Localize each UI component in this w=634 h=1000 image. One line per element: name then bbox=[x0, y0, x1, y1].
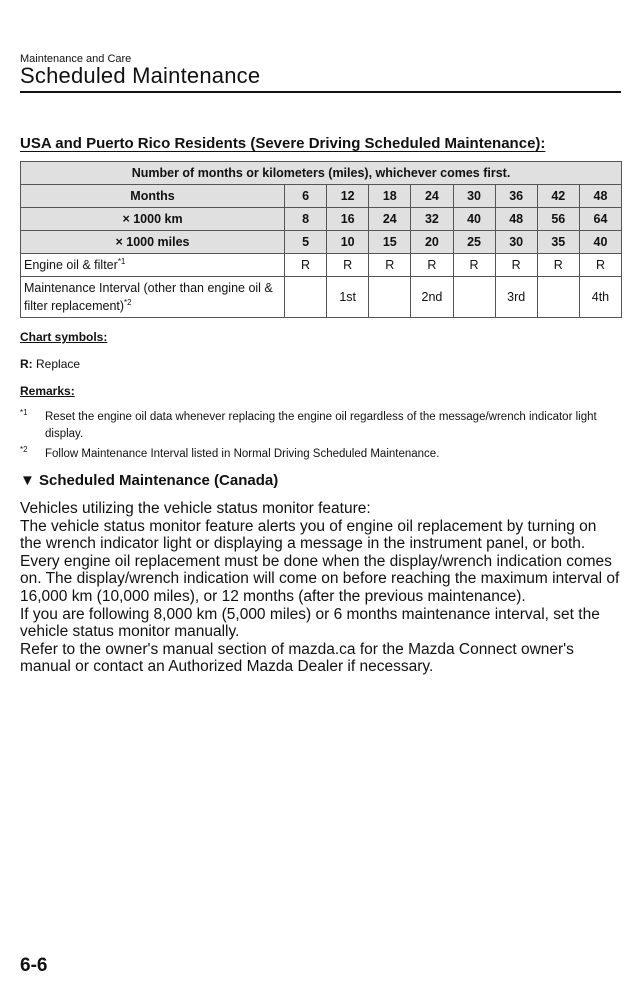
oil-cell: R bbox=[453, 254, 495, 277]
miles-row bbox=[21, 231, 622, 254]
km-cell: 56 bbox=[537, 208, 579, 231]
oil-cell: R bbox=[411, 254, 453, 277]
interval-cell bbox=[537, 277, 579, 318]
miles-cell: 15 bbox=[369, 231, 411, 254]
interval-cell: 3rd bbox=[495, 277, 537, 318]
interval-cell bbox=[453, 277, 495, 318]
canada-heading: ▼ Scheduled Maintenance (Canada) bbox=[20, 472, 279, 489]
usa-heading: USA and Puerto Rico Residents (Severe Driving Scheduled Maintenance): bbox=[20, 135, 546, 152]
interval-cell: 2nd bbox=[411, 277, 453, 318]
km-cell: 64 bbox=[579, 208, 621, 231]
miles-cell: 40 bbox=[579, 231, 621, 254]
miles-cell: 35 bbox=[537, 231, 579, 254]
km-cell: 40 bbox=[453, 208, 495, 231]
table-caption: Number of months or kilometers (miles), whichever comes first. bbox=[21, 162, 622, 185]
remark-1-mark: *1 bbox=[20, 408, 28, 418]
months-label: Months bbox=[21, 185, 285, 208]
km-cell: 32 bbox=[411, 208, 453, 231]
remark-2-text: Follow Maintenance Interval listed in Normal Driving Scheduled Maintenance. bbox=[45, 448, 440, 460]
months-row bbox=[21, 185, 622, 208]
miles-cell: 10 bbox=[327, 231, 369, 254]
oil-label: Engine oil & filter$^{*1}$ bbox=[21, 254, 285, 277]
km-row bbox=[21, 208, 622, 231]
months-cell: 12 bbox=[327, 185, 369, 208]
miles-cell: 25 bbox=[453, 231, 495, 254]
interval-cell: 1st bbox=[327, 277, 369, 318]
oil-cell: R bbox=[495, 254, 537, 277]
interval-label: Maintenance Interval (other than engine oil & filter replacement)$^{*2}$ bbox=[21, 277, 285, 318]
km-cell: 48 bbox=[495, 208, 537, 231]
months-cell: 48 bbox=[579, 185, 621, 208]
chart-symbols-heading: Chart symbols: bbox=[20, 330, 108, 344]
table-caption-row bbox=[21, 162, 622, 185]
title-rule bbox=[20, 91, 621, 93]
canada-paragraph: The vehicle status monitor feature alerts you of engine oil replacement by turning on the wrench indicator light or displaying a message in the instrument panel, or both. Every engine oil replacement must be done when the display/wrench indication comes on. The display/wrench indication will come on before reaching the maximum interval of 16,000 km (10,000 miles), or 12 months (after the previous maintenance). bbox=[20, 517, 620, 605]
canada-paragraph: Refer to the owner's manual section of mazda.ca for the Mazda Connect owner's manual or contact an Authorized Mazda Dealer if necessary. bbox=[20, 640, 574, 676]
remark-1-text: Reset the engine oil data whenever replacing the engine oil regardless of the message/wrench indicator light display. bbox=[45, 411, 597, 440]
oil-cell: R bbox=[579, 254, 621, 277]
oil-row bbox=[21, 254, 622, 277]
chart-symbol-r: R: Replace bbox=[20, 357, 81, 371]
section-label: Maintenance and Care bbox=[20, 53, 132, 65]
interval-cell bbox=[369, 277, 411, 318]
interval-row bbox=[21, 277, 622, 318]
oil-cell: R bbox=[285, 254, 327, 277]
canada-paragraph: If you are following 8,000 km (5,000 miles) or 6 months maintenance interval, set the vehicle status monitor manually. bbox=[20, 605, 600, 641]
km-cell: 24 bbox=[369, 208, 411, 231]
canada-paragraph: Vehicles utilizing the vehicle status monitor feature: bbox=[20, 500, 371, 517]
months-cell: 24 bbox=[411, 185, 453, 208]
interval-cell: 4th bbox=[579, 277, 621, 318]
km-cell: 16 bbox=[327, 208, 369, 231]
months-cell: 18 bbox=[369, 185, 411, 208]
miles-label: × 1000 miles bbox=[21, 231, 285, 254]
miles-cell: 5 bbox=[285, 231, 327, 254]
remark-2-mark: *2 bbox=[20, 445, 28, 455]
months-cell: 36 bbox=[495, 185, 537, 208]
oil-cell: R bbox=[369, 254, 411, 277]
km-cell: 8 bbox=[285, 208, 327, 231]
canada-body bbox=[20, 500, 620, 676]
miles-cell: 30 bbox=[495, 231, 537, 254]
maintenance-table bbox=[20, 161, 622, 318]
months-cell: 42 bbox=[537, 185, 579, 208]
remarks-heading: Remarks: bbox=[20, 384, 75, 398]
miles-cell: 20 bbox=[411, 231, 453, 254]
oil-cell: R bbox=[537, 254, 579, 277]
oil-cell: R bbox=[327, 254, 369, 277]
months-cell: 6 bbox=[285, 185, 327, 208]
months-cell: 30 bbox=[453, 185, 495, 208]
page-title: Scheduled Maintenance bbox=[20, 63, 261, 88]
page-number: 6-6 bbox=[20, 955, 48, 976]
km-label: × 1000 km bbox=[21, 208, 285, 231]
interval-cell bbox=[285, 277, 327, 318]
